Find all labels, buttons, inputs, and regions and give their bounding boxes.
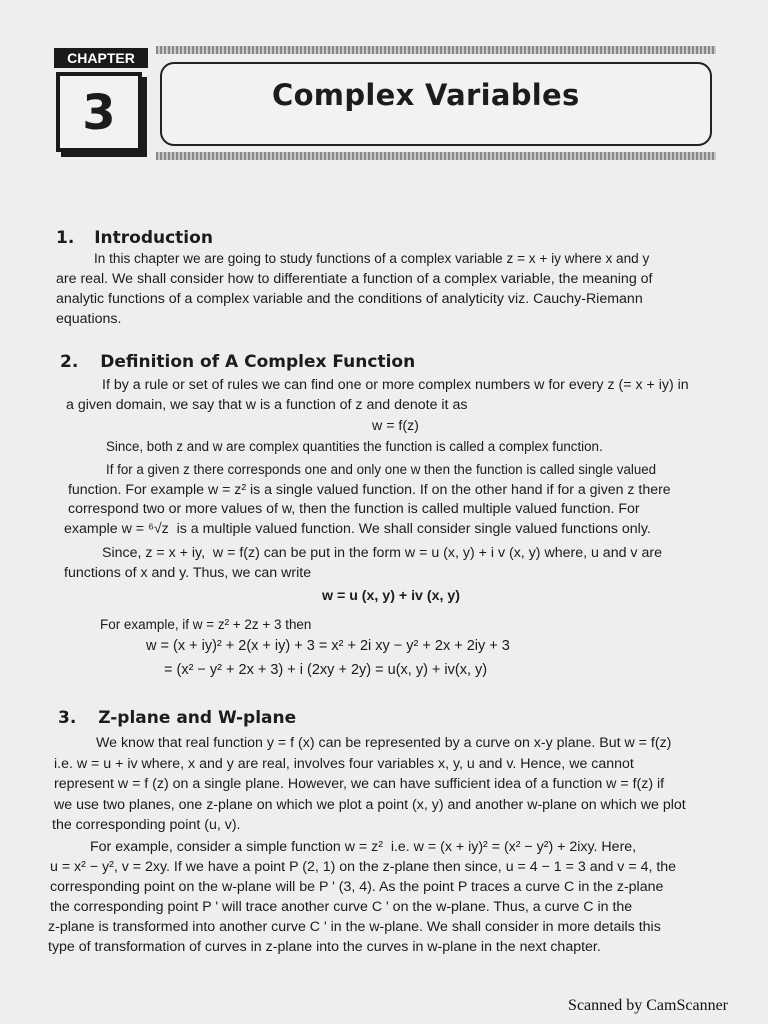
s1-line-1: In this chapter we are going to study functions of a complex variable z = x + iy where x and y [94, 251, 650, 267]
s3-line-9: the corresponding point P ' will trace another curve C ' on the w-plane. Thus, a curve C in the [50, 899, 633, 915]
s2-line-1: If by a rule or set of rules we can find one or more complex numbers w for every z (= x + iy) in [102, 377, 689, 393]
s3-line-1: We know that real function y = f (x) can be represented by a curve on x-y plane. But w = f(z) [96, 735, 672, 751]
s3-line-11: type of transformation of curves in z-plane into the curves in w-plane in the next chapter. [48, 939, 601, 955]
scanner-watermark: Scanned by CamScanner [568, 997, 728, 1014]
s1-line-3: analytic functions of a complex variable and the conditions of analyticity viz. Cauchy-Riemann [56, 291, 643, 307]
s2-line-5: If for a given z there corresponds one and only one w then the function is called single valued [106, 462, 657, 478]
s1-line-4: equations. [56, 311, 122, 327]
section-2-heading [60, 352, 415, 372]
s3-line-8: corresponding point on the w-plane will be P ' (3, 4). As the point P traces a curve C in the z-plane [50, 879, 664, 895]
section-1-title: Introduction [94, 228, 213, 248]
s2-line-12: For example, if w = z² + 2z + 3 then [100, 617, 312, 633]
s3-line-10: z-plane is transformed into another curve C ' in the w-plane. We shall consider in more details this [48, 919, 661, 935]
header-decoration-top [156, 46, 716, 54]
s2-equation-wfz: w = f(z) [372, 418, 419, 434]
s2-equation-uv: w = u (x, y) + iv (x, y) [322, 588, 460, 604]
s3-line-5: the corresponding point (u, v). [52, 817, 241, 833]
s3-line-6: For example, consider a simple function w = z² i.e. w = (x + iy)² = (x² − y²) + 2ixy. Here, [90, 839, 637, 855]
s2-line-7: correspond two or more values of w, then the function is called multiple valued function. For [68, 501, 640, 517]
s2-line-8: example w = ⁶√z is a multiple valued function. We shall consider single valued functions only. [64, 521, 651, 537]
section-3-heading [58, 708, 296, 728]
s1-line-2: are real. We shall consider how to differentiate a function of a complex variable, the meaning of [56, 271, 653, 287]
s2-line-9: Since, z = x + iy, w = f(z) can be put in the form w = u (x, y) + i v (x, y) where, u and v are [102, 545, 662, 561]
s3-line-4: we use two planes, one z-plane on which we plot a point (x, y) and another w-plane on which we plot [54, 797, 686, 813]
header-decoration-bottom [156, 152, 716, 160]
chapter-title: Complex Variables [272, 78, 580, 112]
s2-line-4: Since, both z and w are complex quantities the function is called a complex function. [106, 439, 603, 455]
s2-line-2: a given domain, we say that w is a function of z and denote it as [66, 397, 468, 413]
section-2-number: 2. [60, 352, 79, 372]
s2-equation-expand-1: w = (x + iy)² + 2(x + iy) + 3 = x² + 2i xy − y² + 2x + 2iy + 3 [146, 638, 510, 654]
chapter-label: CHAPTER [54, 48, 148, 68]
chapter-number: 3 [56, 72, 142, 152]
s2-equation-expand-2: = (x² − y² + 2x + 3) + i (2xy + 2y) = u(x, y) + iv(x, y) [164, 662, 488, 678]
s2-line-10: functions of x and y. Thus, we can write [64, 565, 312, 581]
s3-line-3: represent w = f (z) on a single plane. However, we can have sufficient idea of a function w = f(z) if [54, 776, 665, 792]
section-1-number: 1. [56, 228, 75, 248]
section-3-number: 3. [58, 708, 77, 728]
section-2-title: Definition of A Complex Function [100, 352, 416, 372]
section-3-title: Z-plane and W-plane [98, 708, 297, 728]
s3-line-7: u = x² − y², v = 2xy. If we have a point P (2, 1) on the z-plane then since, u = 4 − 1 = 3 and v = 4, the [50, 859, 677, 875]
section-1-heading [56, 228, 213, 248]
s3-line-2: i.e. w = u + iv where, x and y are real, involves four variables x, y, u and v. Hence, we cannot [54, 756, 634, 772]
s2-line-6: function. For example w = z² is a single valued function. If on the other hand if for a given z there [68, 482, 671, 498]
